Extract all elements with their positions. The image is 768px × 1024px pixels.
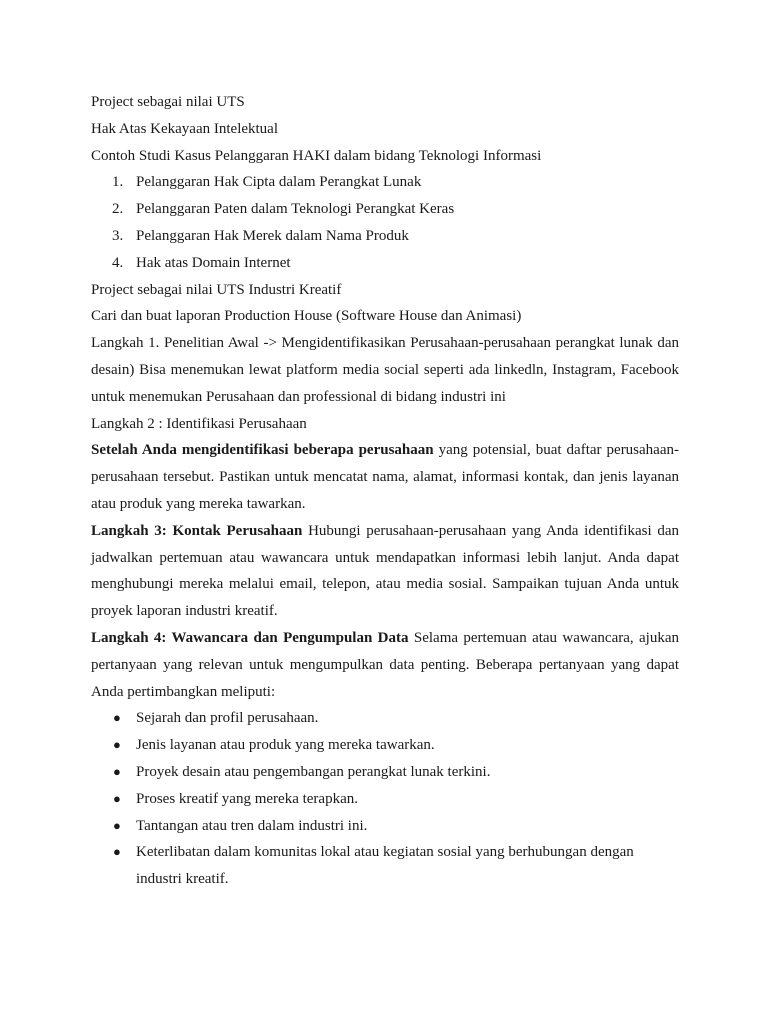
list-item	[91, 786, 679, 813]
list-item-text: Proses kreatif yang mereka terapkan.	[136, 790, 358, 807]
step-2-paragraph	[91, 437, 679, 517]
list-item	[91, 223, 679, 250]
title-line: Project sebagai nilai UTS	[91, 94, 245, 110]
bullet-icon: ●	[113, 737, 121, 753]
list-item-text: Keterlibatan dalam komunitas lokal atau kegiatan sosial yang berhubungan dengan industri kreatif.	[136, 844, 634, 888]
step-1-paragraph: Langkah 1. Penelitian Awal -> Mengidentifikasikan Perusahaan-perusahaan perangkat lunak dan desain) Bisa menemukan lewat platform media social seperti ada linkedln, Instagram, Facebook untuk menemukan Perusahaan dan professional di bidang industri ini	[91, 335, 679, 405]
list-item-text: Pelanggaran Hak Merek dalam Nama Produk	[136, 227, 409, 244]
project-line: Project sebagai nilai UTS Industri Kreatif	[91, 281, 342, 298]
task-line: Cari dan buat laporan Production House (Software House dan Animasi)	[91, 308, 522, 325]
case-list	[91, 169, 679, 276]
step-2-text: yang potensial, buat daftar perusahaan-perusahaan tersebut. Pastikan untuk mencatat nama, alamat, informasi kontak, dan jenis layanan atau produk yang mereka tawarkan.	[91, 442, 679, 512]
list-item-text: Hak atas Domain Internet	[136, 254, 291, 271]
list-item	[91, 759, 679, 786]
step-2-title: Langkah 2 : Identifikasi Perusahaan	[91, 415, 307, 432]
list-item-text: Pelanggaran Hak Cipta dalam Perangkat Lunak	[136, 174, 422, 191]
step-4-text: Selama pertemuan atau wawancara, ajukan pertanyaan yang relevan untuk mengumpulkan data penting. Beberapa pertanyaan yang dapat Anda pertimbangkan meliputi:	[91, 629, 679, 700]
list-item	[91, 732, 679, 759]
list-item	[91, 813, 679, 840]
step-4-paragraph	[91, 625, 679, 705]
list-number: 1.	[112, 174, 124, 191]
step-3-text: Hubungi perusahaan-perusahaan yang Anda identifikasi dan jadwalkan pertemuan atau wawancara untuk mendapatkan informasi lebih lanjut. Anda dapat menghubungi mereka melalui email, telepon, atau media sosial. Sampaikan tujuan Anda untuk proyek laporan industri kreatif.	[91, 522, 680, 620]
list-number: 3.	[112, 227, 124, 244]
list-item-text: Sejarah dan profil perusahaan.	[136, 710, 319, 727]
bullet-icon: ●	[113, 790, 121, 806]
subject-line: Hak Atas Kekayaan Intelektual	[91, 120, 279, 137]
list-item-text: Proyek desain atau pengembangan perangkat lunak terkini.	[136, 763, 491, 780]
list-item-text: Pelanggaran Paten dalam Teknologi Perangkat Keras	[136, 201, 455, 218]
bullet-icon: ●	[113, 710, 121, 726]
step-3-heading: Langkah 3: Kontak Perusahaan	[91, 522, 303, 539]
list-item	[91, 169, 679, 196]
step-3-paragraph	[91, 518, 679, 625]
list-number: 4.	[112, 254, 124, 271]
bullet-icon: ●	[113, 763, 121, 779]
bullet-icon: ●	[113, 817, 121, 833]
list-item	[91, 705, 679, 732]
step-2-bold-lead: Setelah Anda mengidentifikasi beberapa perusahaan	[91, 442, 434, 459]
question-list	[91, 705, 679, 893]
list-item	[91, 839, 679, 893]
list-item-text: Jenis layanan atau produk yang mereka tawarkan.	[136, 737, 435, 754]
list-item-text: Tantangan atau tren dalam industri ini.	[136, 817, 368, 834]
bullet-icon: ●	[113, 844, 121, 860]
case-study-heading: Contoh Studi Kasus Pelanggaran HAKI dalam bidang Teknologi Informasi	[91, 147, 542, 164]
step-4-heading: Langkah 4: Wawancara dan Pengumpulan Data	[91, 629, 409, 646]
list-number: 2.	[112, 201, 124, 218]
list-item	[91, 250, 679, 277]
list-item	[91, 196, 679, 223]
